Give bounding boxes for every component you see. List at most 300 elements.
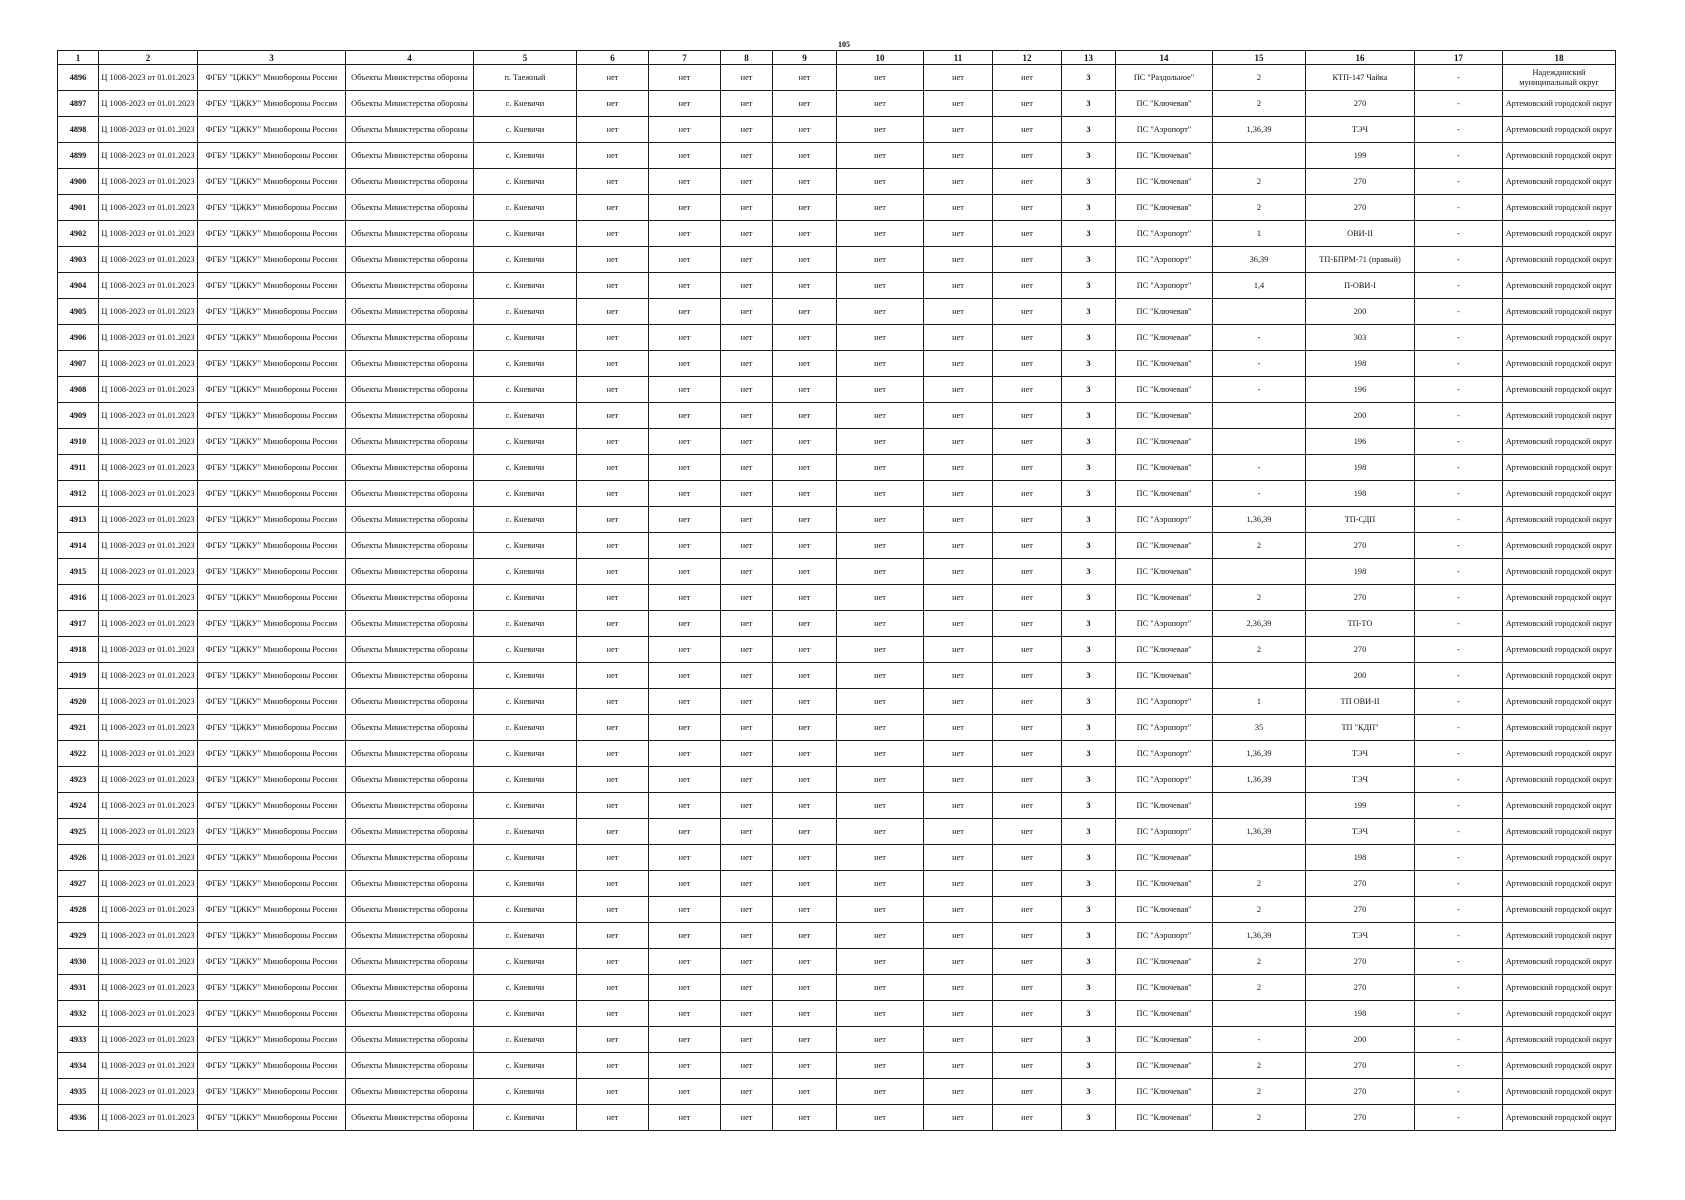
flag-cell: нет: [993, 1027, 1062, 1053]
flag-cell: нет: [993, 819, 1062, 845]
organization-cell: ФГБУ "ЦЖКУ" Минобороны России: [198, 637, 346, 663]
feeder-cell: 2: [1213, 195, 1306, 221]
flag-cell: нет: [837, 481, 924, 507]
substation-cell: ПС "Ключевая": [1116, 663, 1213, 689]
flag-cell: нет: [837, 559, 924, 585]
flag-cell: нет: [773, 663, 837, 689]
feeder-cell: 1: [1213, 221, 1306, 247]
substation-cell: ПС "Аэропорт": [1116, 767, 1213, 793]
column-header: 1: [58, 51, 99, 65]
row-number: 4933: [58, 1027, 99, 1053]
column-header: 11: [924, 51, 993, 65]
table-row: [58, 247, 1616, 273]
flag-cell: нет: [649, 351, 721, 377]
flag-cell: нет: [577, 741, 649, 767]
column-header: 8: [721, 51, 773, 65]
flag-cell: нет: [721, 299, 773, 325]
object-cell: Объекты Министерства обороны: [346, 507, 474, 533]
substation-cell: ПС "Ключевая": [1116, 1053, 1213, 1079]
flag-cell: нет: [773, 975, 837, 1001]
district-cell: Артемовский городской округ: [1503, 871, 1616, 897]
flag-cell: нет: [649, 65, 721, 91]
transformer-cell: КТП-147 Чайка: [1306, 65, 1415, 91]
flag-cell: нет: [721, 871, 773, 897]
row-number: 4909: [58, 403, 99, 429]
category-cell: 3: [1062, 247, 1116, 273]
dash-cell: -: [1415, 741, 1503, 767]
contract-cell: Ц 1008-2023 от 01.01.2023: [99, 455, 198, 481]
flag-cell: нет: [993, 65, 1062, 91]
flag-cell: нет: [993, 533, 1062, 559]
organization-cell: ФГБУ "ЦЖКУ" Минобороны России: [198, 845, 346, 871]
settlement-cell: с. Кневичи: [474, 923, 577, 949]
feeder-cell: [1213, 845, 1306, 871]
flag-cell: нет: [837, 65, 924, 91]
settlement-cell: с. Кневичи: [474, 585, 577, 611]
substation-cell: ПС "Ключевая": [1116, 325, 1213, 351]
settlement-cell: с. Кневичи: [474, 1079, 577, 1105]
row-number: 4908: [58, 377, 99, 403]
flag-cell: нет: [577, 793, 649, 819]
transformer-cell: ТП-ТО: [1306, 611, 1415, 637]
row-number: 4913: [58, 507, 99, 533]
flag-cell: нет: [924, 611, 993, 637]
flag-cell: нет: [649, 793, 721, 819]
flag-cell: нет: [924, 429, 993, 455]
category-cell: 3: [1062, 793, 1116, 819]
object-cell: Объекты Министерства обороны: [346, 143, 474, 169]
column-header: 4: [346, 51, 474, 65]
category-cell: 3: [1062, 403, 1116, 429]
transformer-cell: 198: [1306, 455, 1415, 481]
flag-cell: нет: [773, 143, 837, 169]
flag-cell: нет: [721, 117, 773, 143]
flag-cell: нет: [924, 507, 993, 533]
district-cell: Артемовский городской округ: [1503, 273, 1616, 299]
flag-cell: нет: [773, 793, 837, 819]
flag-cell: нет: [649, 637, 721, 663]
transformer-cell: 200: [1306, 403, 1415, 429]
flag-cell: нет: [924, 455, 993, 481]
flag-cell: нет: [721, 143, 773, 169]
table-row: [58, 819, 1616, 845]
transformer-cell: ТЭЧ: [1306, 767, 1415, 793]
flag-cell: нет: [773, 273, 837, 299]
object-cell: Объекты Министерства обороны: [346, 637, 474, 663]
flag-cell: нет: [993, 871, 1062, 897]
feeder-cell: -: [1213, 377, 1306, 403]
flag-cell: нет: [993, 481, 1062, 507]
transformer-cell: ТП "КДП": [1306, 715, 1415, 741]
flag-cell: нет: [773, 195, 837, 221]
flag-cell: нет: [721, 559, 773, 585]
flag-cell: нет: [577, 195, 649, 221]
contract-cell: Ц 1008-2023 от 01.01.2023: [99, 611, 198, 637]
organization-cell: ФГБУ "ЦЖКУ" Минобороны России: [198, 169, 346, 195]
flag-cell: нет: [649, 299, 721, 325]
flag-cell: нет: [721, 273, 773, 299]
settlement-cell: с. Кневичи: [474, 637, 577, 663]
flag-cell: нет: [649, 1053, 721, 1079]
flag-cell: нет: [993, 507, 1062, 533]
organization-cell: ФГБУ "ЦЖКУ" Минобороны России: [198, 689, 346, 715]
category-cell: 3: [1062, 949, 1116, 975]
category-cell: 3: [1062, 1001, 1116, 1027]
dash-cell: -: [1415, 247, 1503, 273]
settlement-cell: с. Кневичи: [474, 117, 577, 143]
flag-cell: нет: [577, 585, 649, 611]
row-number: 4927: [58, 871, 99, 897]
flag-cell: нет: [837, 429, 924, 455]
district-cell: Артемовский городской округ: [1503, 455, 1616, 481]
organization-cell: ФГБУ "ЦЖКУ" Минобороны России: [198, 507, 346, 533]
flag-cell: нет: [773, 377, 837, 403]
settlement-cell: с. Кневичи: [474, 663, 577, 689]
dash-cell: -: [1415, 715, 1503, 741]
contract-cell: Ц 1008-2023 от 01.01.2023: [99, 949, 198, 975]
feeder-cell: 1,36,39: [1213, 117, 1306, 143]
category-cell: 3: [1062, 611, 1116, 637]
district-cell: Артемовский городской округ: [1503, 325, 1616, 351]
transformer-cell: 199: [1306, 793, 1415, 819]
dash-cell: -: [1415, 273, 1503, 299]
flag-cell: нет: [577, 507, 649, 533]
substation-cell: ПС "Ключевая": [1116, 949, 1213, 975]
flag-cell: нет: [577, 299, 649, 325]
district-cell: Артемовский городской округ: [1503, 1105, 1616, 1131]
substation-cell: ПС "Ключевая": [1116, 871, 1213, 897]
flag-cell: нет: [837, 949, 924, 975]
flag-cell: нет: [924, 637, 993, 663]
category-cell: 3: [1062, 559, 1116, 585]
flag-cell: нет: [721, 429, 773, 455]
flag-cell: нет: [773, 819, 837, 845]
substation-cell: ПС "Ключевая": [1116, 1105, 1213, 1131]
contract-cell: Ц 1008-2023 от 01.01.2023: [99, 221, 198, 247]
flag-cell: нет: [773, 429, 837, 455]
row-number: 4928: [58, 897, 99, 923]
table-row: [58, 767, 1616, 793]
settlement-cell: с. Кневичи: [474, 767, 577, 793]
category-cell: 3: [1062, 741, 1116, 767]
flag-cell: нет: [837, 533, 924, 559]
flag-cell: нет: [924, 221, 993, 247]
feeder-cell: 2: [1213, 975, 1306, 1001]
flag-cell: нет: [649, 949, 721, 975]
district-cell: Артемовский городской округ: [1503, 377, 1616, 403]
flag-cell: нет: [837, 637, 924, 663]
substation-cell: ПС "Ключевая": [1116, 299, 1213, 325]
flag-cell: нет: [577, 897, 649, 923]
table-row: [58, 403, 1616, 429]
row-number: 4923: [58, 767, 99, 793]
object-cell: Объекты Министерства обороны: [346, 195, 474, 221]
column-header: 17: [1415, 51, 1503, 65]
row-number: 4899: [58, 143, 99, 169]
flag-cell: нет: [773, 507, 837, 533]
flag-cell: нет: [773, 923, 837, 949]
object-cell: Объекты Министерства обороны: [346, 1027, 474, 1053]
flag-cell: нет: [773, 689, 837, 715]
district-cell: Артемовский городской округ: [1503, 169, 1616, 195]
substation-cell: ПС "Ключевая": [1116, 559, 1213, 585]
object-cell: Объекты Министерства обороны: [346, 91, 474, 117]
flag-cell: нет: [577, 351, 649, 377]
dash-cell: -: [1415, 195, 1503, 221]
table-row: [58, 897, 1616, 923]
flag-cell: нет: [721, 91, 773, 117]
flag-cell: нет: [837, 1001, 924, 1027]
organization-cell: ФГБУ "ЦЖКУ" Минобороны России: [198, 221, 346, 247]
flag-cell: нет: [773, 481, 837, 507]
object-cell: Объекты Министерства обороны: [346, 767, 474, 793]
settlement-cell: с. Кневичи: [474, 351, 577, 377]
flag-cell: нет: [837, 1027, 924, 1053]
flag-cell: нет: [837, 585, 924, 611]
substation-cell: ПС "Ключевая": [1116, 1027, 1213, 1053]
contract-cell: Ц 1008-2023 от 01.01.2023: [99, 663, 198, 689]
flag-cell: нет: [773, 949, 837, 975]
organization-cell: ФГБУ "ЦЖКУ" Минобороны России: [198, 949, 346, 975]
flag-cell: нет: [837, 117, 924, 143]
contract-cell: Ц 1008-2023 от 01.01.2023: [99, 1105, 198, 1131]
organization-cell: ФГБУ "ЦЖКУ" Минобороны России: [198, 455, 346, 481]
flag-cell: нет: [773, 741, 837, 767]
feeder-cell: -: [1213, 481, 1306, 507]
column-header: 16: [1306, 51, 1415, 65]
contract-cell: Ц 1008-2023 от 01.01.2023: [99, 299, 198, 325]
object-cell: Объекты Министерства обороны: [346, 221, 474, 247]
object-cell: Объекты Министерства обороны: [346, 949, 474, 975]
table-row: [58, 741, 1616, 767]
feeder-cell: 2: [1213, 1105, 1306, 1131]
flag-cell: нет: [649, 117, 721, 143]
table-row: [58, 117, 1616, 143]
organization-cell: ФГБУ "ЦЖКУ" Минобороны России: [198, 91, 346, 117]
flag-cell: нет: [649, 663, 721, 689]
flag-cell: нет: [837, 611, 924, 637]
organization-cell: ФГБУ "ЦЖКУ" Минобороны России: [198, 1053, 346, 1079]
flag-cell: нет: [649, 195, 721, 221]
transformer-cell: ТП-БПРМ-71 (правый): [1306, 247, 1415, 273]
organization-cell: ФГБУ "ЦЖКУ" Минобороны России: [198, 923, 346, 949]
settlement-cell: с. Кневичи: [474, 611, 577, 637]
table-row: [58, 481, 1616, 507]
settlement-cell: с. Кневичи: [474, 247, 577, 273]
flag-cell: нет: [837, 351, 924, 377]
transformer-cell: 198: [1306, 559, 1415, 585]
flag-cell: нет: [721, 325, 773, 351]
flag-cell: нет: [721, 1001, 773, 1027]
flag-cell: нет: [837, 1053, 924, 1079]
row-number: 4924: [58, 793, 99, 819]
feeder-cell: 2: [1213, 533, 1306, 559]
object-cell: Объекты Министерства обороны: [346, 611, 474, 637]
organization-cell: ФГБУ "ЦЖКУ" Минобороны России: [198, 767, 346, 793]
flag-cell: нет: [773, 91, 837, 117]
district-cell: Артемовский городской округ: [1503, 1079, 1616, 1105]
substation-cell: ПС "Аэропорт": [1116, 923, 1213, 949]
object-cell: Объекты Министерства обороны: [346, 871, 474, 897]
flag-cell: нет: [773, 247, 837, 273]
contract-cell: Ц 1008-2023 от 01.01.2023: [99, 897, 198, 923]
organization-cell: ФГБУ "ЦЖКУ" Минобороны России: [198, 793, 346, 819]
dash-cell: -: [1415, 793, 1503, 819]
flag-cell: нет: [577, 689, 649, 715]
settlement-cell: с. Кневичи: [474, 195, 577, 221]
category-cell: 3: [1062, 637, 1116, 663]
organization-cell: ФГБУ "ЦЖКУ" Минобороны России: [198, 715, 346, 741]
table-row: [58, 975, 1616, 1001]
flag-cell: нет: [773, 1001, 837, 1027]
category-cell: 3: [1062, 845, 1116, 871]
settlement-cell: с. Кневичи: [474, 871, 577, 897]
transformer-cell: 270: [1306, 871, 1415, 897]
object-cell: Объекты Министерства обороны: [346, 741, 474, 767]
flag-cell: нет: [577, 871, 649, 897]
table-row: [58, 1053, 1616, 1079]
contract-cell: Ц 1008-2023 от 01.01.2023: [99, 975, 198, 1001]
row-number: 4900: [58, 169, 99, 195]
substation-cell: ПС "Аэропорт": [1116, 819, 1213, 845]
district-cell: Артемовский городской округ: [1503, 949, 1616, 975]
category-cell: 3: [1062, 897, 1116, 923]
flag-cell: нет: [924, 377, 993, 403]
table-row: [58, 559, 1616, 585]
flag-cell: нет: [577, 767, 649, 793]
transformer-cell: ТЭЧ: [1306, 117, 1415, 143]
district-cell: Артемовский городской округ: [1503, 299, 1616, 325]
flag-cell: нет: [924, 793, 993, 819]
dash-cell: -: [1415, 585, 1503, 611]
feeder-cell: -: [1213, 351, 1306, 377]
category-cell: 3: [1062, 65, 1116, 91]
substation-cell: ПС "Ключевая": [1116, 377, 1213, 403]
organization-cell: ФГБУ "ЦЖКУ" Минобороны России: [198, 819, 346, 845]
settlement-cell: с. Кневичи: [474, 299, 577, 325]
row-number: 4898: [58, 117, 99, 143]
registry-table: [57, 50, 1616, 1131]
flag-cell: нет: [837, 689, 924, 715]
contract-cell: Ц 1008-2023 от 01.01.2023: [99, 143, 198, 169]
organization-cell: ФГБУ "ЦЖКУ" Минобороны России: [198, 273, 346, 299]
settlement-cell: с. Кневичи: [474, 455, 577, 481]
substation-cell: ПС "Ключевая": [1116, 897, 1213, 923]
category-cell: 3: [1062, 351, 1116, 377]
dash-cell: -: [1415, 481, 1503, 507]
dash-cell: -: [1415, 637, 1503, 663]
feeder-cell: 1: [1213, 689, 1306, 715]
organization-cell: ФГБУ "ЦЖКУ" Минобороны России: [198, 663, 346, 689]
district-cell: Артемовский городской округ: [1503, 1053, 1616, 1079]
flag-cell: нет: [649, 611, 721, 637]
flag-cell: нет: [924, 689, 993, 715]
object-cell: Объекты Министерства обороны: [346, 533, 474, 559]
flag-cell: нет: [837, 819, 924, 845]
flag-cell: нет: [837, 1079, 924, 1105]
district-cell: Артемовский городской округ: [1503, 247, 1616, 273]
flag-cell: нет: [577, 715, 649, 741]
settlement-cell: с. Кневичи: [474, 429, 577, 455]
flag-cell: нет: [649, 975, 721, 1001]
flag-cell: нет: [993, 793, 1062, 819]
dash-cell: -: [1415, 351, 1503, 377]
dash-cell: -: [1415, 403, 1503, 429]
transformer-cell: 200: [1306, 663, 1415, 689]
contract-cell: Ц 1008-2023 от 01.01.2023: [99, 325, 198, 351]
object-cell: Объекты Министерства обороны: [346, 1105, 474, 1131]
district-cell: Артемовский городской округ: [1503, 403, 1616, 429]
flag-cell: нет: [924, 481, 993, 507]
dash-cell: -: [1415, 923, 1503, 949]
contract-cell: Ц 1008-2023 от 01.01.2023: [99, 429, 198, 455]
flag-cell: нет: [721, 247, 773, 273]
flag-cell: нет: [773, 455, 837, 481]
flag-cell: нет: [649, 247, 721, 273]
organization-cell: ФГБУ "ЦЖКУ" Минобороны России: [198, 871, 346, 897]
object-cell: Объекты Министерства обороны: [346, 845, 474, 871]
organization-cell: ФГБУ "ЦЖКУ" Минобороны России: [198, 1105, 346, 1131]
object-cell: Объекты Министерства обороны: [346, 793, 474, 819]
flag-cell: нет: [721, 351, 773, 377]
organization-cell: ФГБУ "ЦЖКУ" Минобороны России: [198, 1001, 346, 1027]
transformer-cell: ТЭЧ: [1306, 741, 1415, 767]
flag-cell: нет: [577, 949, 649, 975]
row-number: 4911: [58, 455, 99, 481]
flag-cell: нет: [577, 611, 649, 637]
dash-cell: -: [1415, 507, 1503, 533]
transformer-cell: 270: [1306, 169, 1415, 195]
flag-cell: нет: [837, 143, 924, 169]
flag-cell: нет: [837, 715, 924, 741]
transformer-cell: 198: [1306, 351, 1415, 377]
settlement-cell: с. Кневичи: [474, 559, 577, 585]
table-row: [58, 1105, 1616, 1131]
flag-cell: нет: [577, 377, 649, 403]
flag-cell: нет: [924, 949, 993, 975]
settlement-cell: с. Кневичи: [474, 403, 577, 429]
contract-cell: Ц 1008-2023 от 01.01.2023: [99, 689, 198, 715]
flag-cell: нет: [773, 325, 837, 351]
settlement-cell: с. Кневичи: [474, 845, 577, 871]
table-row: [58, 923, 1616, 949]
dash-cell: -: [1415, 1079, 1503, 1105]
flag-cell: нет: [649, 741, 721, 767]
row-number: 4901: [58, 195, 99, 221]
organization-cell: ФГБУ "ЦЖКУ" Минобороны России: [198, 897, 346, 923]
flag-cell: нет: [773, 897, 837, 923]
flag-cell: нет: [773, 403, 837, 429]
flag-cell: нет: [837, 91, 924, 117]
flag-cell: нет: [773, 1053, 837, 1079]
substation-cell: ПС "Ключевая": [1116, 455, 1213, 481]
object-cell: Объекты Министерства обороны: [346, 819, 474, 845]
feeder-cell: 2,36,39: [1213, 611, 1306, 637]
table-row: [58, 169, 1616, 195]
settlement-cell: с. Кневичи: [474, 533, 577, 559]
flag-cell: нет: [993, 455, 1062, 481]
row-number: 4912: [58, 481, 99, 507]
district-cell: Артемовский городской округ: [1503, 663, 1616, 689]
settlement-cell: с. Кневичи: [474, 1001, 577, 1027]
flag-cell: нет: [837, 273, 924, 299]
flag-cell: нет: [924, 741, 993, 767]
substation-cell: ПС "Ключевая": [1116, 351, 1213, 377]
contract-cell: Ц 1008-2023 от 01.01.2023: [99, 481, 198, 507]
row-number: 4921: [58, 715, 99, 741]
table-row: [58, 273, 1616, 299]
feeder-cell: 1,36,39: [1213, 819, 1306, 845]
